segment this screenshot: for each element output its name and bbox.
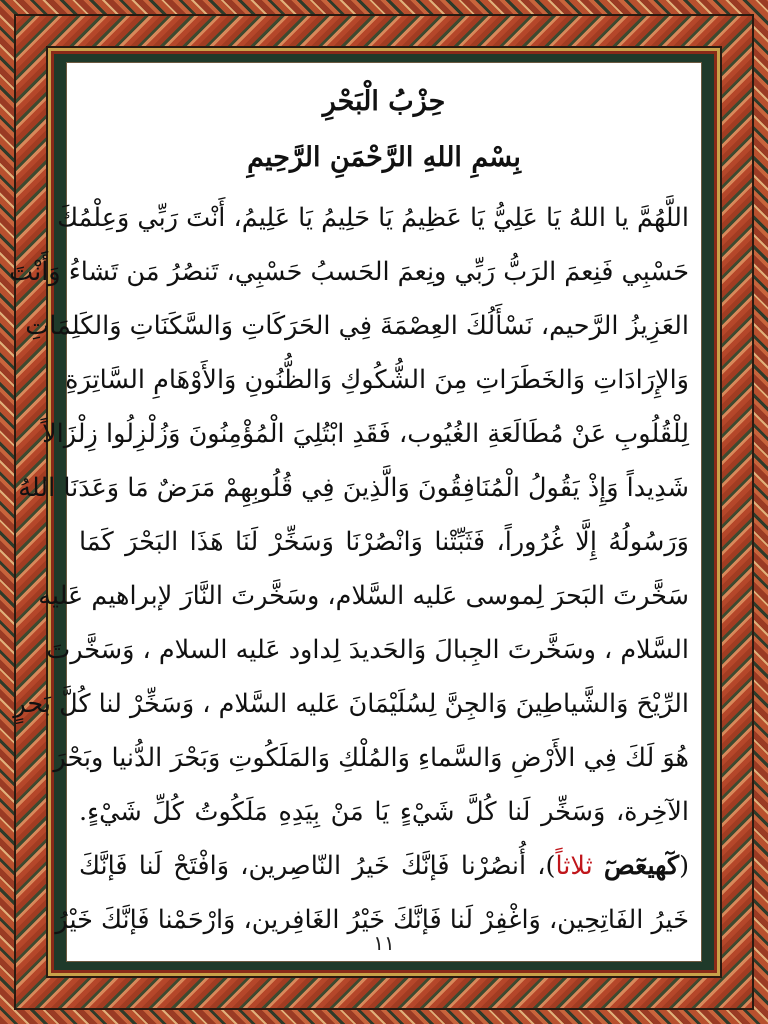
text-line: سَخَّرتَ البَحرَ لِموسى عَليه السَّلام، وسَخَّرتَ النَّارَ لإبراهيم عَليه (38, 581, 689, 611)
text-line-with-highlight (79, 839, 689, 893)
basmala-heading: بِسْمِ اللهِ الرَّحْمَنِ الرَّحِيمِ (247, 142, 521, 173)
text-line: وَرَسُولُهُ إِلَّا غُرُوراً، فَثَبِّتْنا وَانْصُرْنَا وَسَخِّرْ لَنَا هَذَا البَحْرَ كَمَا (79, 527, 689, 557)
mystic-letters: كٓهيعٓصٓ (603, 851, 680, 881)
text-line: العَزِيزُ الرَّحيم، نَسْأَلُكَ العِصْمَةَ فِي الحَرَكَاتِ وَالسَّكَنَاتِ وَالكَلِمَاتِ (25, 311, 689, 341)
text-line: هُوَ لَكَ فِي الأَرْضِ وَالسَّماءِ وَالمُلْكِ وَالمَلَكُوتِ وَبَحْرَ الدُّنيا وبَحْرَ (53, 743, 689, 773)
open-paren: ( (679, 851, 690, 881)
text-line: الآخِرة، وَسَخِّر لَنا كُلَّ شَيْءٍ يَا مَنْ بِيَدِهِ مَلَكُوتُ كُلِّ شَيْءٍ. (79, 797, 689, 827)
text-line: حَسْبِي فَنِعمَ الرَبُّ رَبِّي ونِعمَ الحَسبُ حَسْبِي، تَنصُرُ مَن تَشاءُ وَأَنْتَ (9, 257, 689, 287)
page-title: حِزْبُ الْبَحْرِ (322, 86, 446, 117)
text-line-rest: )، أُنصُرْنا فَإنَّكَ خَيرُ النّاصِرين، وَافْتَحْ لَنا فَإنَّكَ (79, 851, 556, 881)
text-line: اللَّهُمَّ يا اللهُ يَا عَلِيُّ يَا عَظِيمُ يَا حَلِيمُ يَا عَلِيمُ، أَنْتَ رَبِّي وَعِلْمُكَ (57, 203, 689, 233)
text-line: شَدِيداً وَإِذْ يَقُولُ الْمُنَافِقُونَ وَالَّذِينَ فِي قُلُوبِهِمْ مَرَضٌ مَا وَعَدَنَا اللهُ (18, 473, 689, 503)
prayer-text (9, 191, 690, 947)
text-line: لِلْقُلُوبِ عَنْ مُطَالَعَةِ الغُيُوب، فَقَدِ ابْتُلِيَ الْمُؤْمِنُونَ وَزُلْزِلُوا زِلْزَالاً (42, 419, 689, 449)
repeat-instruction: ثلاثاً (555, 851, 593, 881)
text-line: الرِّيْحَ وَالشَّياطِينَ وَالجِنَّ لِسُلَيْمَانَ عَليه السَّلام ، وَسَخِّرْ لنا كُلَّ بَحرٍ (13, 689, 689, 719)
text-line: السَّلام ، وسَخَّرتَ الجِبالَ وَالحَديدَ لِداود عَليه السلام ، وَسَخَّرتَ (46, 635, 689, 665)
page-number: ١١ (373, 931, 395, 955)
text-line: وَالإِرَادَاتِ وَالخَطَرَاتِ مِنَ الشُّكُوكِ وَالظُّنُونِ وَالأَوْهَامِ السَّاتِرَةِ (65, 365, 689, 395)
book-page (9, 62, 702, 962)
text-line: خَيرُ الفَاتِحِين، وَاغْفِرْ لَنا فَإنَّكَ خَيْرُ الغَافِرين، وَارْحَمْنا فَإنَّكَ خَيْرُ (55, 905, 689, 935)
